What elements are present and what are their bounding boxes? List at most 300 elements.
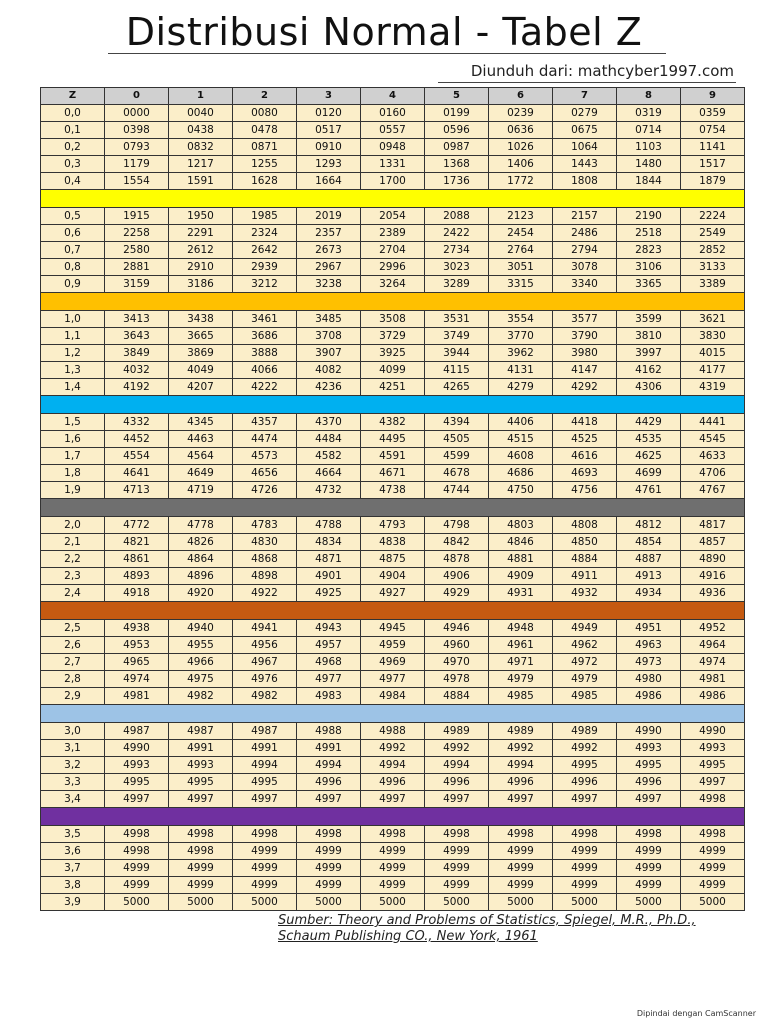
probability-cell: 4967 [233, 654, 297, 671]
probability-cell: 3708 [297, 328, 361, 345]
probability-cell: 4998 [681, 791, 745, 808]
table-row [41, 173, 745, 190]
probability-cell: 4147 [553, 362, 617, 379]
probability-cell: 4957 [297, 637, 361, 654]
probability-cell: 2258 [105, 225, 169, 242]
probability-cell: 0160 [361, 105, 425, 122]
z-value-cell: 3,5 [41, 826, 105, 843]
table-row [41, 345, 745, 362]
group-separator-fill [41, 808, 745, 826]
probability-cell: 4969 [361, 654, 425, 671]
probability-cell: 0987 [425, 139, 489, 156]
z-value-cell: 2,4 [41, 585, 105, 602]
download-note-underline [438, 82, 736, 83]
probability-cell: 3023 [425, 259, 489, 276]
probability-cell: 4991 [169, 740, 233, 757]
probability-cell: 3078 [553, 259, 617, 276]
probability-cell: 3577 [553, 311, 617, 328]
probability-cell: 2642 [233, 242, 297, 259]
z-table [40, 87, 745, 911]
probability-cell: 4983 [297, 688, 361, 705]
probability-cell: 2673 [297, 242, 361, 259]
probability-cell: 4115 [425, 362, 489, 379]
table-row [41, 671, 745, 688]
probability-cell: 1103 [617, 139, 681, 156]
probability-cell: 4463 [169, 431, 233, 448]
probability-cell: 4953 [105, 637, 169, 654]
probability-cell: 4999 [553, 843, 617, 860]
table-row [41, 122, 745, 139]
probability-cell: 4984 [361, 688, 425, 705]
probability-cell: 4265 [425, 379, 489, 396]
probability-cell: 4484 [297, 431, 361, 448]
probability-cell: 2422 [425, 225, 489, 242]
z-value-cell: 2,1 [41, 534, 105, 551]
probability-cell: 5000 [233, 894, 297, 911]
probability-cell: 4292 [553, 379, 617, 396]
probability-cell: 5000 [105, 894, 169, 911]
probability-cell: 4177 [681, 362, 745, 379]
probability-cell: 4896 [169, 568, 233, 585]
table-row [41, 379, 745, 396]
probability-cell: 4985 [489, 688, 553, 705]
probability-cell: 4744 [425, 482, 489, 499]
probability-cell: 4846 [489, 534, 553, 551]
group-separator-fill [41, 705, 745, 723]
probability-cell: 4788 [297, 517, 361, 534]
probability-cell: 4599 [425, 448, 489, 465]
z-value-cell: 2,7 [41, 654, 105, 671]
probability-cell: 4761 [617, 482, 681, 499]
probability-cell: 2996 [361, 259, 425, 276]
probability-cell: 4394 [425, 414, 489, 431]
probability-cell: 2357 [297, 225, 361, 242]
probability-cell: 1331 [361, 156, 425, 173]
probability-cell: 4965 [105, 654, 169, 671]
probability-cell: 1985 [233, 208, 297, 225]
z-value-cell: 3,4 [41, 791, 105, 808]
table-row [41, 740, 745, 757]
probability-cell: 2291 [169, 225, 233, 242]
probability-cell: 4995 [169, 774, 233, 791]
probability-cell: 0319 [617, 105, 681, 122]
z-value-cell: 3,3 [41, 774, 105, 791]
table-row [41, 431, 745, 448]
probability-cell: 3907 [297, 345, 361, 362]
probability-cell: 1064 [553, 139, 617, 156]
probability-cell: 4207 [169, 379, 233, 396]
probability-cell: 4826 [169, 534, 233, 551]
probability-cell: 2224 [681, 208, 745, 225]
table-row [41, 311, 745, 328]
probability-cell: 4925 [297, 585, 361, 602]
probability-cell: 4993 [681, 740, 745, 757]
z-value-cell: 2,6 [41, 637, 105, 654]
probability-cell: 0871 [233, 139, 297, 156]
probability-cell: 0438 [169, 122, 233, 139]
probability-cell: 0557 [361, 122, 425, 139]
table-row [41, 534, 745, 551]
probability-cell: 4999 [297, 843, 361, 860]
probability-cell: 4898 [233, 568, 297, 585]
z-value-cell: 0,2 [41, 139, 105, 156]
probability-cell: 3621 [681, 311, 745, 328]
probability-cell: 3643 [105, 328, 169, 345]
probability-cell: 4616 [553, 448, 617, 465]
probability-cell: 2967 [297, 259, 361, 276]
table-row [41, 105, 745, 122]
z-table-container [40, 87, 745, 911]
probability-cell: 4505 [425, 431, 489, 448]
probability-cell: 1628 [233, 173, 297, 190]
probability-cell: 4131 [489, 362, 553, 379]
table-header-row [41, 88, 745, 105]
probability-cell: 4192 [105, 379, 169, 396]
z-value-cell: 2,5 [41, 620, 105, 637]
probability-cell: 4955 [169, 637, 233, 654]
probability-cell: 4990 [681, 723, 745, 740]
probability-cell: 4988 [361, 723, 425, 740]
probability-cell: 4995 [105, 774, 169, 791]
probability-cell: 4997 [233, 791, 297, 808]
table-row [41, 551, 745, 568]
probability-cell: 4834 [297, 534, 361, 551]
probability-cell: 4986 [681, 688, 745, 705]
probability-cell: 4989 [553, 723, 617, 740]
probability-cell: 4999 [425, 860, 489, 877]
probability-cell: 4977 [297, 671, 361, 688]
probability-cell: 4812 [617, 517, 681, 534]
probability-cell: 4686 [489, 465, 553, 482]
z-value-cell: 3,8 [41, 877, 105, 894]
probability-cell: 4978 [425, 671, 489, 688]
probability-cell: 4452 [105, 431, 169, 448]
probability-cell: 0359 [681, 105, 745, 122]
probability-cell: 4706 [681, 465, 745, 482]
probability-cell: 4713 [105, 482, 169, 499]
probability-cell: 4918 [105, 585, 169, 602]
probability-cell: 4999 [425, 843, 489, 860]
probability-cell: 4949 [553, 620, 617, 637]
probability-cell: 4525 [553, 431, 617, 448]
probability-cell: 3264 [361, 276, 425, 293]
probability-cell: 3238 [297, 276, 361, 293]
probability-cell: 4861 [105, 551, 169, 568]
probability-cell: 4987 [169, 723, 233, 740]
probability-cell: 4997 [489, 791, 553, 808]
title-underline [108, 53, 666, 54]
table-row [41, 276, 745, 293]
probability-cell: 4904 [361, 568, 425, 585]
probability-cell: 4997 [361, 791, 425, 808]
z-value-cell: 3,6 [41, 843, 105, 860]
probability-cell: 4996 [489, 774, 553, 791]
probability-cell: 4750 [489, 482, 553, 499]
probability-cell: 4999 [233, 843, 297, 860]
probability-cell: 4998 [553, 826, 617, 843]
probability-cell: 4998 [105, 826, 169, 843]
probability-cell: 3599 [617, 311, 681, 328]
download-source-note: Diunduh dari: mathcyber1997.com [470, 62, 734, 80]
probability-cell: 4994 [297, 757, 361, 774]
probability-cell: 2054 [361, 208, 425, 225]
probability-cell: 3810 [617, 328, 681, 345]
table-row [41, 242, 745, 259]
probability-cell: 4920 [169, 585, 233, 602]
table-row [41, 894, 745, 911]
probability-cell: 4884 [425, 688, 489, 705]
probability-cell: 2734 [425, 242, 489, 259]
probability-cell: 0596 [425, 122, 489, 139]
probability-cell: 1915 [105, 208, 169, 225]
probability-cell: 3770 [489, 328, 553, 345]
probability-cell: 4990 [105, 740, 169, 757]
probability-cell: 4222 [233, 379, 297, 396]
probability-cell: 4974 [105, 671, 169, 688]
table-row [41, 877, 745, 894]
probability-cell: 5000 [361, 894, 425, 911]
probability-cell: 4850 [553, 534, 617, 551]
group-separator-fill [41, 293, 745, 311]
probability-cell: 4971 [489, 654, 553, 671]
probability-cell: 1772 [489, 173, 553, 190]
probability-cell: 4357 [233, 414, 297, 431]
probability-cell: 4988 [297, 723, 361, 740]
probability-cell: 3686 [233, 328, 297, 345]
probability-cell: 4999 [297, 860, 361, 877]
probability-cell: 5000 [553, 894, 617, 911]
group-separator-fill [41, 396, 745, 414]
probability-cell: 4995 [617, 757, 681, 774]
z-value-cell: 3,7 [41, 860, 105, 877]
probability-cell: 4808 [553, 517, 617, 534]
table-body [41, 105, 745, 911]
probability-cell: 4066 [233, 362, 297, 379]
probability-cell: 4989 [425, 723, 489, 740]
probability-cell: 1406 [489, 156, 553, 173]
z-value-cell: 1,1 [41, 328, 105, 345]
z-value-cell: 1,3 [41, 362, 105, 379]
probability-cell: 3133 [681, 259, 745, 276]
probability-cell: 4996 [553, 774, 617, 791]
table-row [41, 259, 745, 276]
probability-cell: 4932 [553, 585, 617, 602]
probability-cell: 4948 [489, 620, 553, 637]
probability-cell: 4989 [489, 723, 553, 740]
probability-cell: 4573 [233, 448, 297, 465]
table-row [41, 620, 745, 637]
table-row [41, 414, 745, 431]
probability-cell: 4994 [489, 757, 553, 774]
probability-cell: 4987 [105, 723, 169, 740]
probability-cell: 4332 [105, 414, 169, 431]
probability-cell: 0398 [105, 122, 169, 139]
probability-cell: 0793 [105, 139, 169, 156]
column-header-digit: 6 [489, 88, 553, 105]
group-separator-band [41, 808, 745, 826]
table-row [41, 156, 745, 173]
probability-cell: 5000 [169, 894, 233, 911]
probability-cell: 4999 [553, 877, 617, 894]
probability-cell: 5000 [681, 894, 745, 911]
probability-cell: 4732 [297, 482, 361, 499]
probability-cell: 4515 [489, 431, 553, 448]
table-row [41, 654, 745, 671]
probability-cell: 4625 [617, 448, 681, 465]
probability-cell: 4999 [361, 877, 425, 894]
probability-cell: 4943 [297, 620, 361, 637]
probability-cell: 4251 [361, 379, 425, 396]
probability-cell: 3729 [361, 328, 425, 345]
group-separator-band [41, 705, 745, 723]
probability-cell: 4931 [489, 585, 553, 602]
probability-cell: 2518 [617, 225, 681, 242]
probability-cell: 4999 [617, 843, 681, 860]
z-value-cell: 1,4 [41, 379, 105, 396]
probability-cell: 4878 [425, 551, 489, 568]
probability-cell: 4979 [553, 671, 617, 688]
probability-cell: 1664 [297, 173, 361, 190]
probability-cell: 4972 [553, 654, 617, 671]
probability-cell: 3980 [553, 345, 617, 362]
column-header-digit: 8 [617, 88, 681, 105]
table-row [41, 482, 745, 499]
probability-cell: 4963 [617, 637, 681, 654]
probability-cell: 4821 [105, 534, 169, 551]
probability-cell: 4999 [617, 877, 681, 894]
probability-cell: 4582 [297, 448, 361, 465]
group-separator-band [41, 396, 745, 414]
probability-cell: 0080 [233, 105, 297, 122]
probability-cell: 0714 [617, 122, 681, 139]
probability-cell: 4997 [169, 791, 233, 808]
z-value-cell: 2,3 [41, 568, 105, 585]
probability-cell: 4798 [425, 517, 489, 534]
probability-cell: 4998 [425, 826, 489, 843]
probability-cell: 4999 [681, 860, 745, 877]
probability-cell: 4998 [105, 843, 169, 860]
table-row [41, 757, 745, 774]
probability-cell: 4664 [297, 465, 361, 482]
z-value-cell: 0,0 [41, 105, 105, 122]
probability-cell: 0517 [297, 122, 361, 139]
probability-cell: 4864 [169, 551, 233, 568]
probability-cell: 3051 [489, 259, 553, 276]
probability-cell: 4975 [169, 671, 233, 688]
probability-cell: 4999 [681, 877, 745, 894]
table-row [41, 723, 745, 740]
probability-cell: 1026 [489, 139, 553, 156]
probability-cell: 4999 [361, 843, 425, 860]
column-header-digit: 1 [169, 88, 233, 105]
probability-cell: 5000 [617, 894, 681, 911]
probability-cell: 3186 [169, 276, 233, 293]
probability-cell: 1879 [681, 173, 745, 190]
probability-cell: 1700 [361, 173, 425, 190]
probability-cell: 2454 [489, 225, 553, 242]
probability-cell: 4817 [681, 517, 745, 534]
probability-cell: 4962 [553, 637, 617, 654]
source-citation [278, 913, 748, 945]
probability-cell: 4998 [233, 826, 297, 843]
probability-cell: 2580 [105, 242, 169, 259]
probability-cell: 4973 [617, 654, 681, 671]
table-row [41, 208, 745, 225]
probability-cell: 4906 [425, 568, 489, 585]
probability-cell: 1808 [553, 173, 617, 190]
z-value-cell: 1,9 [41, 482, 105, 499]
probability-cell: 0120 [297, 105, 361, 122]
probability-cell: 3365 [617, 276, 681, 293]
source-citation-line: Schaum Publishing CO., New York, 1961 [278, 929, 538, 944]
probability-cell: 4990 [617, 723, 681, 740]
probability-cell: 4756 [553, 482, 617, 499]
probability-cell: 4977 [361, 671, 425, 688]
probability-cell: 1591 [169, 173, 233, 190]
probability-cell: 3997 [617, 345, 681, 362]
probability-cell: 4893 [105, 568, 169, 585]
z-value-cell: 1,2 [41, 345, 105, 362]
probability-cell: 4970 [425, 654, 489, 671]
probability-cell: 2190 [617, 208, 681, 225]
z-value-cell: 2,9 [41, 688, 105, 705]
probability-cell: 4999 [233, 877, 297, 894]
probability-cell: 4793 [361, 517, 425, 534]
probability-cell: 4951 [617, 620, 681, 637]
probability-cell: 1950 [169, 208, 233, 225]
table-row [41, 139, 745, 156]
probability-cell: 4319 [681, 379, 745, 396]
probability-cell: 4032 [105, 362, 169, 379]
probability-cell: 4968 [297, 654, 361, 671]
probability-cell: 4995 [233, 774, 297, 791]
probability-cell: 4875 [361, 551, 425, 568]
probability-cell: 4991 [233, 740, 297, 757]
z-value-cell: 2,2 [41, 551, 105, 568]
probability-cell: 4082 [297, 362, 361, 379]
probability-cell: 4608 [489, 448, 553, 465]
column-header-digit: 0 [105, 88, 169, 105]
table-row [41, 225, 745, 242]
table-row [41, 637, 745, 654]
z-value-cell: 1,6 [41, 431, 105, 448]
table-row [41, 791, 745, 808]
probability-cell: 2019 [297, 208, 361, 225]
probability-cell: 0040 [169, 105, 233, 122]
probability-cell: 4649 [169, 465, 233, 482]
z-value-cell: 0,8 [41, 259, 105, 276]
probability-cell: 4803 [489, 517, 553, 534]
probability-cell: 4985 [553, 688, 617, 705]
probability-cell: 4881 [489, 551, 553, 568]
probability-cell: 4987 [233, 723, 297, 740]
probability-cell: 0675 [553, 122, 617, 139]
probability-cell: 4857 [681, 534, 745, 551]
probability-cell: 4997 [297, 791, 361, 808]
probability-cell: 3438 [169, 311, 233, 328]
column-header-digit: 7 [553, 88, 617, 105]
probability-cell: 1179 [105, 156, 169, 173]
probability-cell: 4678 [425, 465, 489, 482]
probability-cell: 4976 [233, 671, 297, 688]
probability-cell: 4999 [233, 860, 297, 877]
column-header-digit: 5 [425, 88, 489, 105]
column-header-digit: 3 [297, 88, 361, 105]
probability-cell: 4099 [361, 362, 425, 379]
table-row [41, 688, 745, 705]
z-value-cell: 0,7 [41, 242, 105, 259]
probability-cell: 4429 [617, 414, 681, 431]
